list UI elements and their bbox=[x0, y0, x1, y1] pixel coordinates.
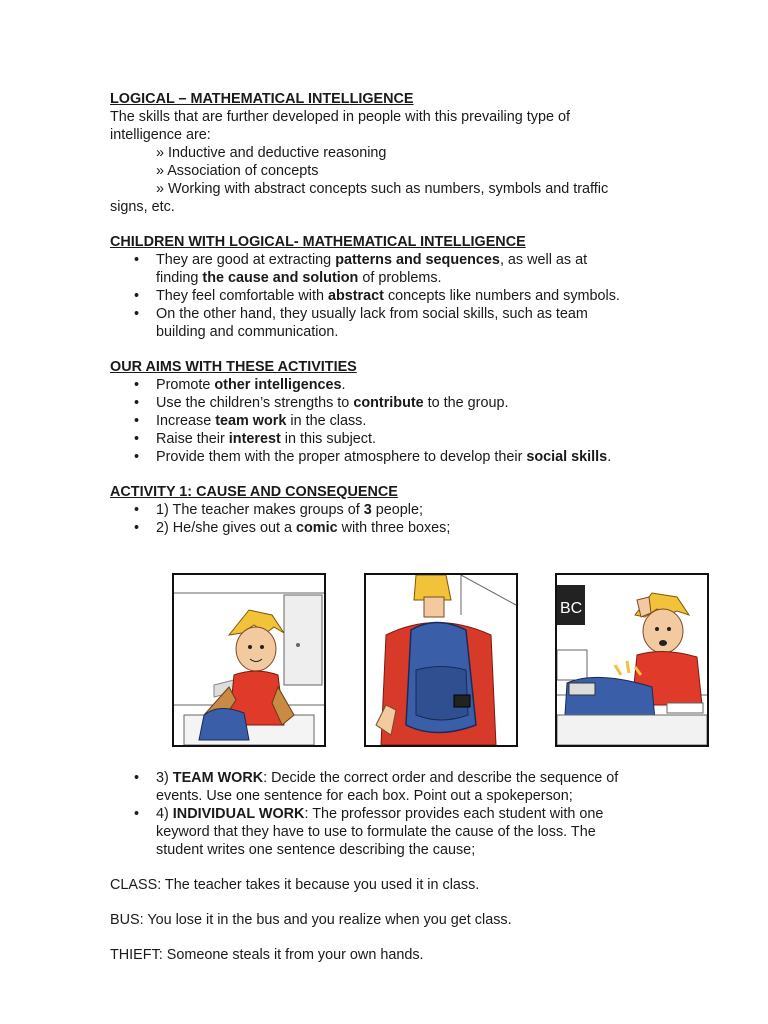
keyword-class: CLASS: The teacher takes it because you used it in class. bbox=[110, 877, 480, 893]
skill-item-abstract: » Working with abstract concepts such as numbers, symbols and traffic bbox=[156, 181, 609, 197]
skill-item-association: » Association of concepts bbox=[156, 163, 319, 179]
list-item: • 2) He/she gives out a comic with three boxes; bbox=[110, 519, 670, 537]
keyword-bus: BUS: You lose it in the bus and you realize when you get class. bbox=[110, 912, 512, 928]
list-item: • Promote other intelligences. bbox=[110, 376, 670, 394]
list-item: • They feel comfortable with abstract concepts like numbers and symbols. bbox=[110, 287, 670, 305]
list-item: • They are good at extracting patterns and sequences, as well as at finding the cause and solution of problems. bbox=[110, 251, 670, 287]
intro-text-line1: The skills that are further developed in people with this prevailing type of bbox=[110, 109, 570, 125]
activity-steps-list bbox=[110, 501, 670, 537]
skill-item-abstract-cont: signs, etc. bbox=[110, 199, 175, 215]
list-item: • On the other hand, they usually lack from social skills, such as team building and communication. bbox=[110, 305, 670, 341]
list-item: • Increase team work in the class. bbox=[110, 412, 670, 430]
comic-panel-2 bbox=[364, 573, 518, 747]
intro-text-line2: intelligence are: bbox=[110, 127, 211, 143]
skill-item-reasoning: » Inductive and deductive reasoning bbox=[156, 145, 387, 161]
list-item: • Provide them with the proper atmosphere to develop their social skills. bbox=[110, 448, 670, 466]
keyword-theft: THIEFT: Someone steals it from your own hands. bbox=[110, 947, 424, 963]
list-item: • 4) INDIVIDUAL WORK: The professor provides each student with one keyword that they have to use to formulate the cause of the loss. The student writes one sentence describing the cause; bbox=[110, 805, 670, 859]
children-list bbox=[110, 251, 670, 341]
comic-panel-3 bbox=[555, 573, 709, 747]
document-page bbox=[110, 90, 670, 964]
section-heading-activity: ACTIVITY 1: CAUSE AND CONSEQUENCE bbox=[110, 484, 398, 500]
list-item: • 3) TEAM WORK: Decide the correct order and describe the sequence of events. Use one sentence for each box. Point out a spokeperson; bbox=[110, 769, 670, 805]
comic-strip bbox=[110, 537, 670, 769]
list-item: • 1) The teacher makes groups of 3 people; bbox=[110, 501, 670, 519]
aims-list bbox=[110, 376, 670, 466]
section-heading-children: CHILDREN WITH LOGICAL- MATHEMATICAL INTELLIGENCE bbox=[110, 234, 526, 250]
section-heading-logical: LOGICAL – MATHEMATICAL INTELLIGENCE bbox=[110, 91, 414, 107]
activity-steps-list-2 bbox=[110, 769, 670, 859]
list-item: • Raise their interest in this subject. bbox=[110, 430, 670, 448]
comic-panel-1 bbox=[172, 573, 326, 747]
chalkboard-text: BC bbox=[560, 600, 583, 617]
section-heading-aims: OUR AIMS WITH THESE ACTIVITIES bbox=[110, 359, 357, 375]
list-item: • Use the children’s strengths to contribute to the group. bbox=[110, 394, 670, 412]
